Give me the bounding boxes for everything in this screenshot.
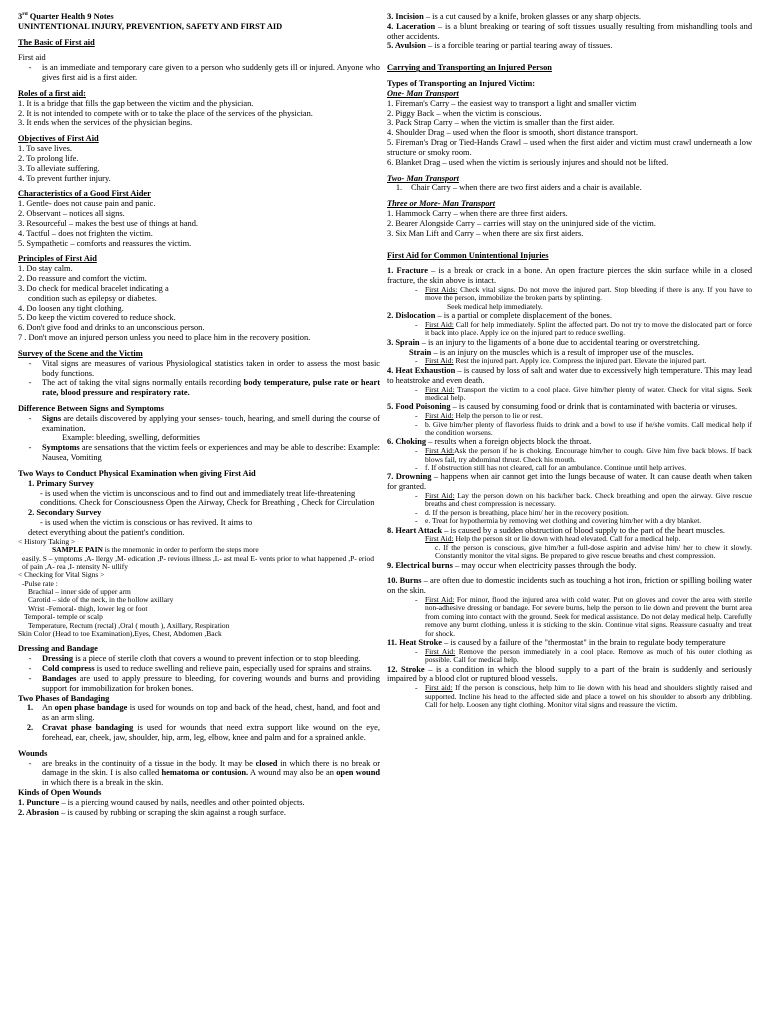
injury-item: 7. Drowning – happens when air cannot get into the lungs because of water. It can cause death when taken for granted. — [387, 472, 752, 492]
survey-heading: Survey of the Scene and the Victim — [18, 348, 143, 358]
roles-item: 1. It is a bridge that fills the gap between the victim and the physician. — [18, 98, 254, 108]
symptoms-item: - Symptoms are sensations that the victim feels or experiences and may be able to describe: Example: Nausea, Vomiting — [28, 443, 380, 463]
principles-item: 4. Do loosen any tight clothing. — [18, 303, 124, 313]
characteristics-heading: Characteristics of a Good First Aider — [18, 189, 151, 199]
objectives-item: 1. To save lives. — [18, 144, 72, 154]
one-man-item: 3. Pack Strap Carry – when the victim is smaller than the first aider. — [387, 118, 615, 128]
first-aid-note: - First Aid:Ask the person if he is choking. Encourage him/her to cough. Give him five back blows. If back blows fail, try abdominal thrust. Check his mouth. — [415, 446, 752, 464]
one-man-item: 1. Fireman's Carry – the easiest way to transport a light and smaller victim — [387, 98, 637, 108]
injury-item: 3. Sprain – is an injury to the ligaments of a bone due to accidental tearing or overstretching. — [387, 337, 700, 347]
roles-item: 2. It is not intended to compete with or to take the place of the services of the physician. — [18, 108, 313, 118]
dressing-item: - Dressing is a piece of sterile cloth that covers a wound to prevent infection or to stop bleeding. — [28, 654, 361, 664]
common-injuries-heading: First Aid for Common Unintentional Injuries — [387, 250, 549, 260]
principles-item: 7 . Don't move an injured person unless you need to place him in the recovery position. — [18, 333, 311, 343]
injury-item: 10. Burns – are often due to domestic incidents such as touching a hot iron, friction or spilling boiling water on the skin. — [387, 576, 752, 596]
wound-kind-item: 3. Incision – is a cut caused by a knife, broken glasses or any sharp objects. — [387, 12, 642, 21]
primary-survey-text: - is used when the victim is unconscious and to find out and immediately treat life-threatening conditions. Check for Consciousness Open the Airway, Check for Breathing , Check for Circulation — [40, 488, 375, 508]
three-man-item: 1. Hammock Carry – when there are three first aiders. — [387, 209, 568, 219]
principles-item: 5. Do keep the victim covered to reduce shock. — [18, 313, 176, 323]
sample-pain-line: SAMPLE PAIN is the mnemonic in order to perform the steps more — [52, 545, 259, 555]
principles-item: 2. Do reassure and comfort the victim. — [18, 274, 147, 284]
signs-item: - Signs are details discovered by applying your senses- touch, hearing, and smell during the course of examination. — [28, 413, 380, 433]
three-man-item: 3. Six Man Lift and Carry – when there are six first aiders. — [387, 228, 584, 238]
sample-pain-mnemonic: easily. S – ymptoms ,A- llergy ,M- edication ,P- revious illness ,L- ast meal E- vents prior to what happened ,P- eriod of pain ,A- rea ,I- ntensity N- ullify — [22, 553, 375, 571]
characteristics-item: 1. Gentle- does not cause pain and panic. — [18, 199, 156, 209]
pulse-item: Carotid – side of the neck, in the hollow axillary — [28, 595, 174, 605]
first-aid-note: - First Aid: Transport the victim to a cool place. Give him/her plenty of water. Check for vital signs. Seek medical help. — [415, 384, 752, 402]
signs-example: Example: bleeding, swelling, deformities — [62, 433, 200, 443]
first-aid-note: - e. Treat for hypothermia by removing wet clothing and covering him/her with a dry blanket. — [415, 516, 702, 526]
survey-item: - Vital signs are measures of various Physiological statistics taken in order to assess the most basic body functions. — [28, 358, 380, 378]
injury-item: 5. Food Poisoning – is caused by consuming food or drink that is contaminated with bacteria or viruses. — [387, 402, 738, 412]
first-aid-note: - First Aid: Rest the injured part. Apply ice. Compress the injured part. Elevate the injured part. — [415, 356, 707, 366]
three-man-heading: Three or More- Man Transport — [387, 199, 496, 209]
first-aid-note: - First Aid: For minor, flood the injured area with cold water. Put on gloves and cover the area with sterile non-adhesive dressing or bandage. For severe burns, help the person to lie down and prevent the burnt area from coming into contact with the ground. Seek for medical assistance. Do not delay medical help. Carefully remove any burnt clothing, unless it is sticking to the skin. Continue vital signs. Reassure casualty and treat for shock. — [415, 595, 752, 638]
principles-item: 1. Do stay calm. — [18, 264, 73, 274]
one-man-item: 4. Shoulder Drag – used when the floor is smooth, short distance transport. — [387, 128, 638, 138]
dressing-heading: Dressing and Bandage — [18, 644, 98, 654]
first-aid-note: - First Aids: Check vital signs. Do not move the injured part. Stop bleeding if there is any. If you have to move the person, immobilize the broken parts by splinting. — [415, 285, 752, 303]
first-aid-label: First aid — [18, 53, 46, 63]
injury-item: 4. Heat Exhaustion – is caused by loss of salt and water due to excessively high temperature. This may lead to heatstroke and even death. — [387, 365, 752, 385]
objectives-item: 2. To prolong life. — [18, 153, 79, 163]
pulse-item: Temporal- temple or scalp — [24, 612, 103, 622]
document-title: 3rd Quarter Health 9 Notes — [18, 12, 114, 21]
wounds-heading: Wounds — [18, 748, 48, 758]
characteristics-item: 5. Sympathetic – comforts and reassures the victim. — [18, 238, 192, 248]
two-man-heading: Two- Man Transport — [387, 173, 459, 183]
one-man-item: 2. Piggy Back – when the victim is conscious. — [387, 108, 542, 118]
principles-heading: Principles of First Aid — [18, 254, 97, 264]
wound-kind-item: 4. Laceration – is a blunt breaking or tearing of soft tissues usually resulting from mishandling tools and other accidents. — [387, 21, 752, 41]
first-aid-note: - First Aid: Lay the person down on his back/her back. Check breathing and open the airway. Give rescue breaths and chest compression is necessary. — [415, 490, 752, 509]
one-man-item: 6. Blanket Drag – used when the victim is seriously injures and should not be lifted. — [387, 157, 669, 167]
injury-item: 11. Heat Stroke – is caused by a failure of the "thermostat" in the brain to regulate body temperature — [387, 637, 726, 647]
phase-item: 2. Cravat phase bandaging is used for wounds that need extra support like wound on the eye, forehead, ear, cheek, jaw, shoulder, hip, arm, leg, elbow, knee and palm and for a sprained ankle. — [26, 723, 380, 742]
characteristics-item: 2. Observant – notices all signs. — [18, 209, 125, 219]
secondary-survey-text: detect everything about the patient's condition. — [28, 527, 185, 537]
carrying-heading: Carrying and Transporting an Injured Person — [387, 63, 552, 73]
objectives-heading: Objectives of First Aid — [18, 134, 99, 144]
pulse-item: Wrist -Femoral- thigh, lower leg or foot — [28, 603, 148, 613]
one-man-heading: One- Man Transport — [387, 88, 459, 98]
first-aid-note: - First Aid: Call for help immediately. Splint the affected part. Do not try to move the dislocated part or force it back into place. Apply ice on the injured part to reduce swelling. — [415, 320, 752, 338]
injury-item: 2. Dislocation – is a partial or complete displacement of the bones. — [387, 311, 612, 321]
principles-item: 6. Don't give food and drinks to an unconscious person. — [18, 323, 205, 333]
first-aid-note: - f. If obstruction still has not cleared, call for an ambulance. Continue until help arrives. — [415, 462, 687, 472]
first-aid-definition: - is an immediate and temporary care given to a person who suddenly gets ill or injured. Anyone who gives first aid is a first aider. — [28, 63, 380, 83]
wounds-definition: - are breaks in the continuity of a tissue in the body. It may be closed in which there is no break or damage in the skin. I is also called hematoma or contusion. A wound may also be an open wound in which there is a break in the skin. — [28, 758, 380, 788]
kinds-heading: Kinds of Open Wounds — [18, 788, 102, 798]
principles-item: 3. Do check for medical bracelet indicating a — [18, 283, 169, 293]
three-man-item: 2. Bearer Alongside Carry – carries will stay on the uninjured side of the victim. — [387, 218, 656, 228]
pulse-item: Brachial – inner side of upper arm — [28, 587, 131, 597]
injury-item: 9. Electrical burns – may occur when electricity passes through the body. — [387, 560, 637, 570]
secondary-survey-text: - is used when the victim is conscious or has revived. It aims to — [40, 518, 253, 528]
objectives-item: 4. To prevent further injury. — [18, 173, 111, 183]
primary-survey-label: 1. Primary Survey — [28, 478, 94, 488]
first-aid-note: First Aid: Help the person sit or lie down with head elevated. Call for a medical help. — [425, 534, 681, 544]
first-aid-note: - First Aid: Remove the person immediately in a cool place. Remove as much of his outer clothing as possible. Call for medical help. — [415, 646, 752, 665]
ways-heading: Two Ways to Conduct Physical Examination when giving First Aid — [18, 468, 256, 478]
injury-item: 6. Choking – results when a foreign objects block the throat. — [387, 437, 592, 447]
first-aid-note: - b. Give him/her plenty of flavorless fluids to drink and a bowl to use if he/she vomits. Call medical help if the condition worsens. — [415, 419, 752, 437]
characteristics-item: 4. Tactful – does not frighten the victim. — [18, 228, 153, 238]
principles-item: condition such as epilepsy or diabetes. — [28, 293, 157, 303]
vital-signs-label: < Checking for Vital Signs > — [18, 570, 105, 580]
first-aid-note: Seek medical help immediately. — [447, 301, 543, 311]
injury-item: 8. Heart Attack – is caused by a sudden obstruction of blood supply to the part of the heart muscles. — [387, 525, 725, 535]
injury-item: 1. Fracture – is a break or crack in a bone. An open fracture pierces the skin surface while in a closed fracture, the skin above is intact. — [387, 266, 752, 286]
wound-kind-item: 5. Avulsion – is a forcible tearing or partial tearing away of tissues. — [387, 41, 613, 51]
objectives-item: 3. To alleviate suffering. — [18, 163, 100, 173]
right-column — [387, 12, 752, 1020]
injury-item: 12. Stroke – is a condition in which the blood supply to a part of the brain is suddenly and seriously impaired by a blood clot or ruptured blood vessels. — [387, 664, 752, 684]
first-aid-note: c. If the person is conscious, give him/her a full-dose aspirin and advise him/ her to chew it slowly. Constantly monitor the vital signs. Be prepared to give rescue breaths and chest compression. — [435, 542, 752, 561]
bandages-item: - Bandages are used to apply pressure to bleeding, for covering wounds and burns and providing support for immobilization for broken bones. — [28, 673, 380, 693]
roles-item: 3. It ends when the services of the physician begins. — [18, 118, 193, 128]
pulse-rate-label: -Pulse rate : — [22, 578, 58, 588]
first-aid-note: - First aid: If the person is conscious, help him to lie down with his head and shoulders slightly raised and supported. Incline his head to the affected side and place a towel on his shoulder to absorb any dribbling. Call for help. Loosen any tight clothing. Monitor vital signs and reassure the victim. — [415, 683, 752, 710]
roles-heading: Roles of a first aid: — [18, 88, 86, 98]
one-man-item: 5. Fireman's Drag or Tied-Hands Crawl – used when the first aider and victim must crawl underneath a low structure or smoky room. — [387, 138, 752, 157]
first-aid-note: - First Aid: Help the person to lie or rest. — [415, 411, 543, 421]
first-aid-note: - d. If the person is breathing, place him/ her in the recovery position. — [415, 507, 629, 517]
wound-kind-item: 2. Abrasion – is caused by rubbing or scraping the skin against a rough surface. — [18, 807, 286, 817]
survey-item: - The act of taking the vital signs normally entails recording body temperature, pulse rate or heart rate, blood pressure and respiratory rate. — [28, 378, 380, 398]
injury-item: Strain – is an injury on the muscles which is a result of improper use of the muscles. — [409, 347, 694, 357]
history-taking-label: < History Taking > — [18, 536, 76, 546]
document-subtitle: UNINTENTIONAL INJURY, PREVENTION, SAFETY AND FIRST AID — [18, 21, 283, 31]
left-column — [18, 12, 380, 1020]
phase-item: 1. An open phase bandage is used for wounds on top and back of the head, chest, hand, and foot and as an arm sling. — [26, 703, 380, 723]
two-man-item: 1. Chair Carry – when there are two first aiders and a chair is available. — [395, 183, 642, 193]
wound-kind-item: 1. Puncture – is a piercing wound caused by nails, needles and other pointed objects. — [18, 797, 305, 807]
basic-heading: The Basic of First aid — [18, 37, 95, 47]
phases-heading: Two Phases of Bandaging — [18, 693, 110, 703]
cold-compress-item: - Cold compress is used to reduce swelling and relieve pain, especially used for sprains and strains. — [28, 664, 372, 674]
difference-heading: Difference Between Signs and Symptoms — [18, 403, 164, 413]
skin-color-line: Skin Color (Head to toe Examination),Eyes, Chest, Abdomen ,Back — [18, 629, 222, 639]
types-heading: Types of Transporting an Injured Victim: — [387, 79, 536, 89]
characteristics-item: 3. Resourceful – makes the best use of things at hand. — [18, 218, 199, 228]
temperature-line: Temperature, Rectum (rectal) ,Oral ( mouth ), Axillary, Respiration — [28, 620, 230, 630]
secondary-survey-label: 2. Secondary Survey — [28, 508, 102, 518]
